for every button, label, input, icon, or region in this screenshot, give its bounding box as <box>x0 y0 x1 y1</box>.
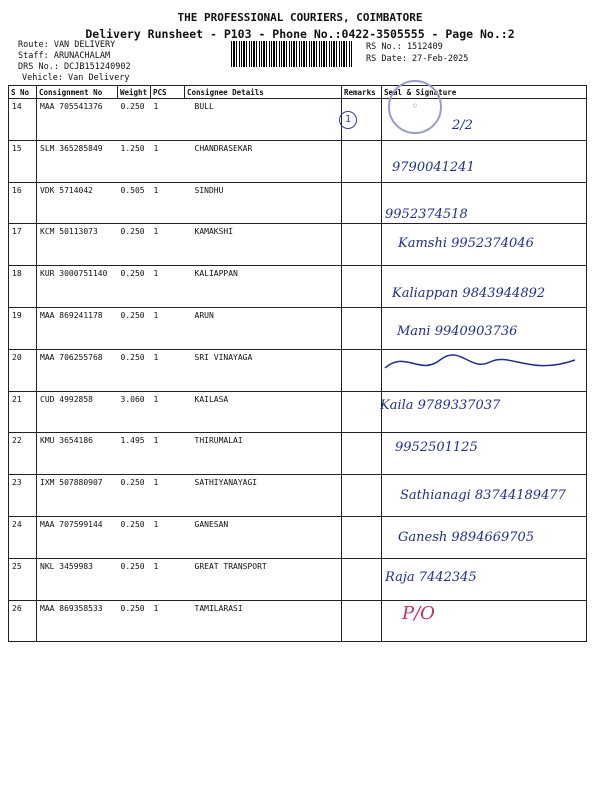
cell-sno: 24 <box>9 516 37 558</box>
cell-consignee: ARUN <box>185 307 342 349</box>
cell-sno: 21 <box>9 391 37 433</box>
cell-consignment: VDK 5714042 <box>37 182 118 224</box>
cell-weight: 0.250 <box>118 516 151 558</box>
cell-consignee: CHANDRASEKAR <box>185 140 342 182</box>
table-row <box>9 558 587 600</box>
cell-remarks <box>342 433 382 475</box>
cell-sno: 25 <box>9 558 37 600</box>
cell-consignee: TAMILARASI <box>185 600 342 642</box>
barcode-image <box>231 41 353 67</box>
rs-number: RS No.: 1512409 <box>366 42 443 52</box>
cell-pcs: 1 <box>151 349 185 391</box>
signature-row-16: 9952374518 <box>385 207 468 222</box>
col-remarks: Remarks <box>342 86 382 99</box>
signature-row-25: Raja 7442345 <box>385 570 477 585</box>
cell-remarks <box>342 475 382 517</box>
signature-row-18: Kaliappan 9843944892 <box>392 286 546 301</box>
cell-sno: 22 <box>9 433 37 475</box>
cell-weight: 0.250 <box>118 558 151 600</box>
cell-pcs: 1 <box>151 433 185 475</box>
cell-weight: 0.250 <box>118 349 151 391</box>
cell-pcs: 1 <box>151 558 185 600</box>
cell-remarks <box>342 182 382 224</box>
cell-sno: 15 <box>9 140 37 182</box>
cell-consignee: BULL <box>185 99 342 141</box>
cell-remarks <box>342 391 382 433</box>
runsheet-title: Delivery Runsheet - P103 - Phone No.:0422-3505555 - Page No.:2 <box>85 27 515 41</box>
cell-consignment: IXM 507880907 <box>37 475 118 517</box>
cell-weight: 3.060 <box>118 391 151 433</box>
cell-consignee: SINDHU <box>185 182 342 224</box>
table-row <box>9 99 587 141</box>
cell-pcs: 1 <box>151 516 185 558</box>
cell-consignment: MAA 706255768 <box>37 349 118 391</box>
vehicle-label: Vehicle: Van Delivery <box>22 73 130 83</box>
cell-weight: 0.250 <box>118 475 151 517</box>
cell-remarks <box>342 266 382 308</box>
cell-pcs: 1 <box>151 182 185 224</box>
staff-label: Staff: ARUNACHALAM <box>18 51 111 61</box>
company-seal-stamp: ○ <box>388 80 442 134</box>
rs-date: RS Date: 27-Feb-2025 <box>366 54 469 64</box>
table-row <box>9 140 587 182</box>
cell-sno: 23 <box>9 475 37 517</box>
signature-row-15: 9790041241 <box>392 160 475 175</box>
remark-circle-mark: 1 <box>339 111 357 129</box>
cell-consignment: NKL 3459983 <box>37 558 118 600</box>
cell-consignment: MAA 869241178 <box>37 307 118 349</box>
company-title: THE PROFESSIONAL COURIERS, COIMBATORE <box>177 11 423 24</box>
cell-pcs: 1 <box>151 224 185 266</box>
signature-row-24: Ganesh 9894669705 <box>398 530 535 545</box>
cell-weight: 0.250 <box>118 307 151 349</box>
cell-consignee: GANESAN <box>185 516 342 558</box>
cell-weight: 0.250 <box>118 99 151 141</box>
cell-sno: 26 <box>9 600 37 642</box>
cell-consignment: KUR 3000751140 <box>37 266 118 308</box>
cell-sno: 18 <box>9 266 37 308</box>
cell-consignee: SRI VINAYAGA <box>185 349 342 391</box>
cell-pcs: 1 <box>151 391 185 433</box>
table-header-row <box>9 86 587 99</box>
cell-remarks <box>342 140 382 182</box>
cell-consignee: KALIAPPAN <box>185 266 342 308</box>
signature-row-19: Mani 9940903736 <box>397 324 518 339</box>
cell-pcs: 1 <box>151 266 185 308</box>
route-label: Route: VAN DELIVERY <box>18 40 116 50</box>
cell-sno: 19 <box>9 307 37 349</box>
cell-sno: 16 <box>9 182 37 224</box>
cell-sno: 17 <box>9 224 37 266</box>
col-consignment: Consignment No <box>37 86 118 99</box>
cell-consignee: THIRUMALAI <box>185 433 342 475</box>
cell-pcs: 1 <box>151 600 185 642</box>
cell-remarks <box>342 600 382 642</box>
cell-weight: 0.250 <box>118 266 151 308</box>
col-pcs: PCS <box>151 86 185 99</box>
cell-consignee: KAILASA <box>185 391 342 433</box>
cell-consignment: MAA 869358533 <box>37 600 118 642</box>
cell-remarks <box>342 307 382 349</box>
cell-pcs: 1 <box>151 99 185 141</box>
col-weight: Weight <box>118 86 151 99</box>
cell-sno: 14 <box>9 99 37 141</box>
cell-pcs: 1 <box>151 140 185 182</box>
drs-label: DRS No.: DCJB151240902 <box>18 62 131 72</box>
cell-remarks <box>342 349 382 391</box>
signature-row-26: P/O <box>402 603 435 624</box>
cell-consignment: SLM 365285849 <box>37 140 118 182</box>
cell-consignment: KMU 3654186 <box>37 433 118 475</box>
table-row <box>9 433 587 475</box>
cell-consignee: SATHIYANAYAGI <box>185 475 342 517</box>
cell-consignment: CUD 4992858 <box>37 391 118 433</box>
col-consignee: Consignee Details <box>185 86 342 99</box>
cell-remarks <box>342 516 382 558</box>
signature-row-22: 9952501125 <box>395 440 478 455</box>
cell-remarks <box>342 224 382 266</box>
cell-consignment: MAA 705541376 <box>37 99 118 141</box>
cell-pcs: 1 <box>151 475 185 517</box>
col-signature: Seal & Signature <box>382 86 587 99</box>
cell-consignee: GREAT TRANSPORT <box>185 558 342 600</box>
cell-weight: 1.250 <box>118 140 151 182</box>
table-row <box>9 182 587 224</box>
cell-weight: 0.250 <box>118 224 151 266</box>
cell-remarks <box>342 558 382 600</box>
cell-pcs: 1 <box>151 307 185 349</box>
table-row <box>9 600 587 642</box>
cell-weight: 1.495 <box>118 433 151 475</box>
col-sno: S No <box>9 86 37 99</box>
cell-consignment: MAA 707599144 <box>37 516 118 558</box>
cell-weight: 0.505 <box>118 182 151 224</box>
cell-consignment: KCM 50113073 <box>37 224 118 266</box>
cell-weight: 0.250 <box>118 600 151 642</box>
signature-row-21: Kaila 9789337037 <box>380 398 501 413</box>
cell-consignee: KAMAKSHI <box>185 224 342 266</box>
cell-sno: 20 <box>9 349 37 391</box>
signature-row-14: 2/2 <box>452 118 473 133</box>
signature-row-20 <box>380 350 580 380</box>
signature-row-23: Sathianagi 83744189477 <box>400 488 566 503</box>
signature-row-17: Kamshi 9952374046 <box>398 236 534 251</box>
